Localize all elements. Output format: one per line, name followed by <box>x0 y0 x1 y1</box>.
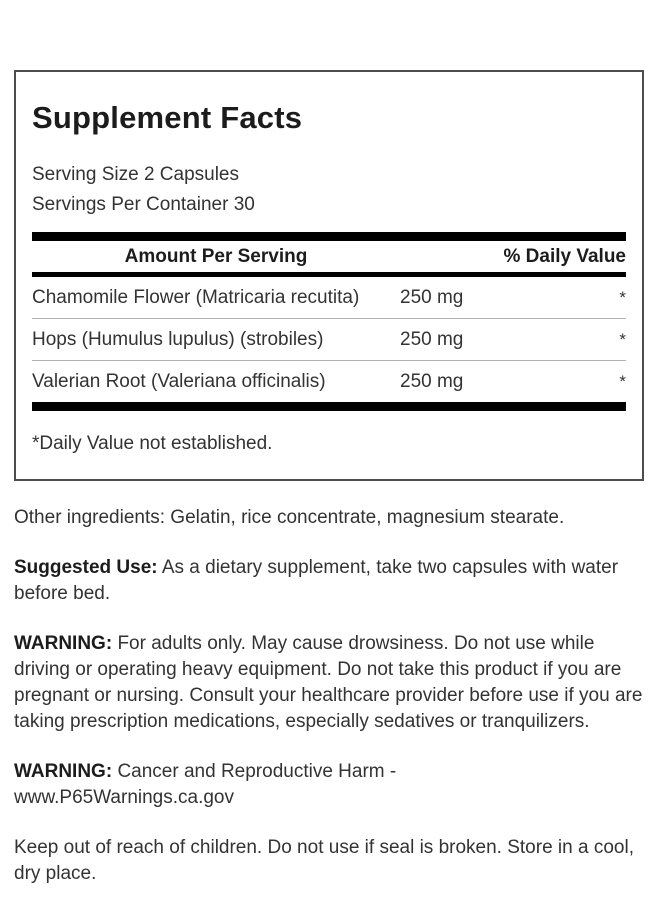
ingredient-amount: 250 mg <box>400 329 464 350</box>
prop65-warning-label: WARNING: <box>14 761 113 782</box>
table-row-valerian <box>32 361 626 402</box>
table-row-hops <box>32 319 626 361</box>
ingredient-name: Hops (Humulus lupulus) (strobiles) <box>32 329 324 350</box>
storage-paragraph <box>14 835 644 887</box>
daily-value-footnote: *Daily Value not established. <box>32 433 273 454</box>
other-ingredients-paragraph <box>14 505 644 531</box>
suggested-use-label: Suggested Use: <box>14 557 158 578</box>
ingredient-daily-value: * <box>619 288 626 307</box>
ingredient-name: Valerian Root (Valeriana officinalis) <box>32 371 326 392</box>
supplement-facts-panel <box>14 70 644 481</box>
prop65-warning-text: Cancer and Reproductive Harm - <box>117 761 397 782</box>
warning-label: WARNING: <box>14 633 113 654</box>
servings-per-container: Servings Per Container 30 <box>32 194 255 215</box>
other-ingredients-text: Other ingredients: Gelatin, rice concentrate, magnesium stearate. <box>14 507 565 528</box>
divider-thick-bottom <box>32 402 626 411</box>
column-header-amount-per-serving: Amount Per Serving <box>124 246 308 267</box>
table-row-chamomile <box>32 277 626 319</box>
storage-text: Keep out of reach of children. Do not use if seal is broken. Store in a cool, dry place. <box>14 837 634 884</box>
table-header-row <box>32 241 626 272</box>
column-header-daily-value: % Daily Value <box>503 246 626 267</box>
ingredient-amount: 250 mg <box>400 287 464 308</box>
panel-title: Supplement Facts <box>32 100 303 135</box>
suggested-use-text: As a dietary supplement, take two capsules with water before bed. <box>14 557 619 604</box>
suggested-use-paragraph <box>14 555 644 607</box>
ingredient-daily-value: * <box>619 330 626 349</box>
ingredient-amount: 250 mg <box>400 371 464 392</box>
serving-size: Serving Size 2 Capsules <box>32 164 239 185</box>
divider-thick-top <box>32 232 626 241</box>
label-body-copy <box>14 505 644 887</box>
ingredient-daily-value: * <box>619 372 626 391</box>
warning-paragraph <box>14 631 644 735</box>
prop65-warning-url: www.P65Warnings.ca.gov <box>14 787 235 808</box>
ingredient-name: Chamomile Flower (Matricaria recutita) <box>32 287 360 308</box>
prop65-warning-paragraph <box>14 759 644 811</box>
warning-text: For adults only. May cause drowsiness. Do not use while driving or operating heavy equipment. Do not take this product if you are pregnant or nursing. Consult your healthcare provider before use if you are taking prescription medications, especially sedatives or tranquilizers. <box>14 633 643 732</box>
